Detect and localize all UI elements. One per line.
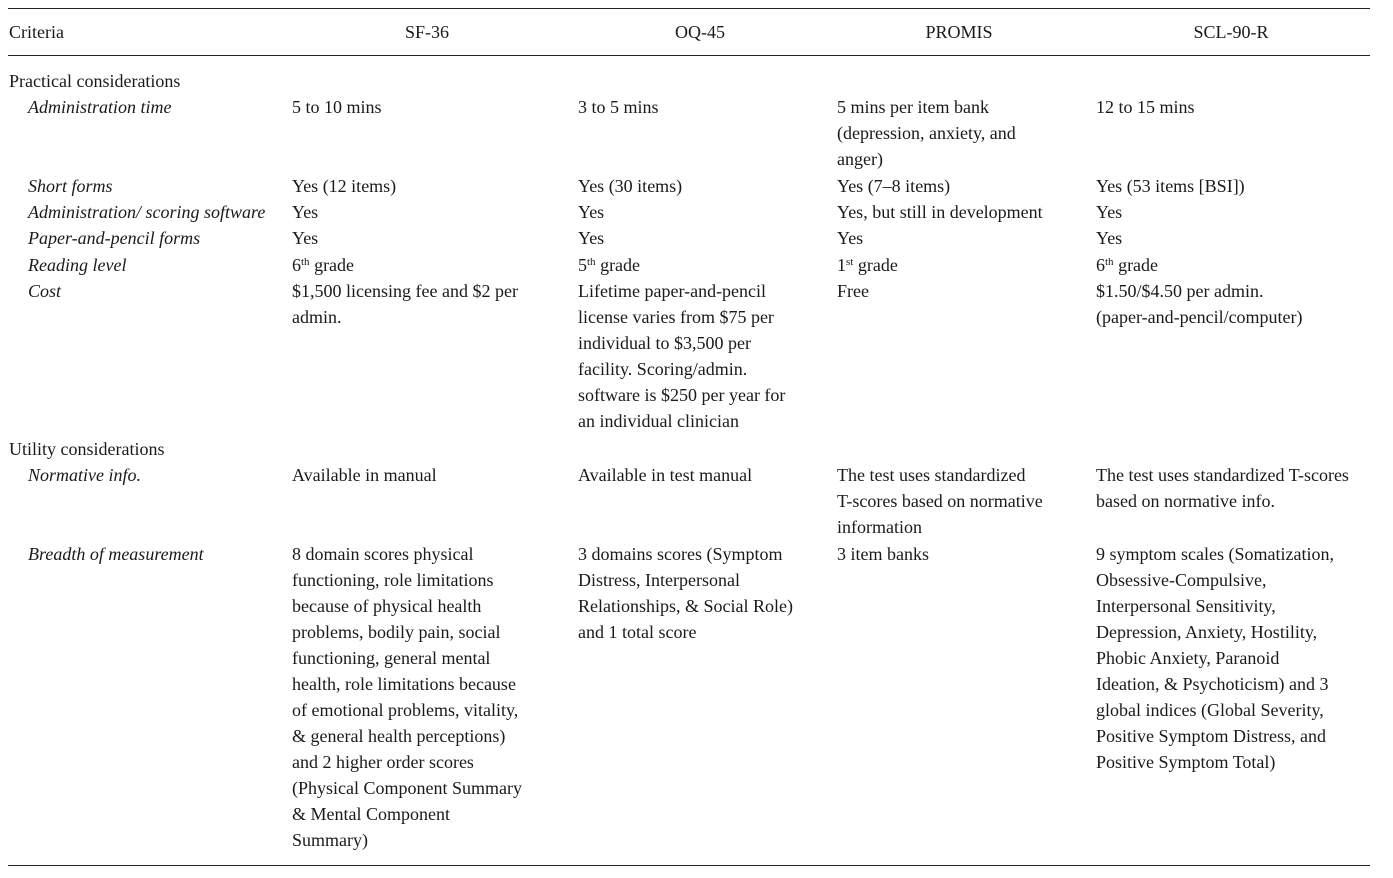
section-utility: Utility considerations xyxy=(9,439,165,459)
cell-scl90-admin-time: 12 to 15 mins xyxy=(1096,97,1195,117)
cell-scl90-reading-level: 6th grade xyxy=(1096,255,1159,275)
row-label-software: Administration/ scoring software xyxy=(28,202,266,222)
header-rule xyxy=(8,55,1370,56)
row-label-reading-level: Reading level xyxy=(28,255,127,275)
cell-promis-software: Yes, but still in development xyxy=(837,202,1043,222)
cell-promis-short-forms: Yes (7–8 items) xyxy=(837,176,951,196)
cell-sf36-admin-time: 5 to 10 mins xyxy=(292,97,382,117)
section-practical: Practical considerations xyxy=(9,71,181,91)
header-oq45: OQ-45 xyxy=(675,22,725,42)
cell-oq45-short-forms: Yes (30 items) xyxy=(578,176,683,196)
cell-promis-paper-forms: Yes xyxy=(837,228,864,248)
cell-sf36-short-forms: Yes (12 items) xyxy=(292,176,397,196)
cell-oq45-normative: Available in test manual xyxy=(578,465,753,485)
cell-oq45-admin-time: 3 to 5 mins xyxy=(578,97,659,117)
row-label-normative: Normative info. xyxy=(28,465,141,485)
cell-sf36-normative: Available in manual xyxy=(292,465,437,485)
header-promis: PROMIS xyxy=(925,22,993,42)
cell-scl90-cost: $1.50/$4.50 per admin. (paper-and-pencil/computer) xyxy=(1096,281,1303,327)
header-sf36: SF-36 xyxy=(404,22,450,42)
bottom-rule xyxy=(8,865,1370,866)
cell-promis-breadth: 3 item banks xyxy=(837,544,929,564)
cell-scl90-paper-forms: Yes xyxy=(1096,228,1123,248)
cell-sf36-breadth: 8 domain scores physical functioning, role limitations because of physical health problems, bodily pain, social functioning, general mental health, role limitations because of emotional problems, vitality, & general health perceptions) and 2 higher order scores (Physical Component Summary & Mental Component Summary) xyxy=(292,544,522,850)
cell-oq45-software: Yes xyxy=(578,202,605,222)
row-label-cost: Cost xyxy=(28,281,62,301)
top-rule xyxy=(8,8,1370,9)
cell-sf36-reading-level: 6th grade xyxy=(292,255,355,275)
row-label-paper-forms: Paper-and-pencil forms xyxy=(28,228,201,248)
row-label-admin-time: Administration time xyxy=(28,97,172,117)
cell-scl90-software: Yes xyxy=(1096,202,1123,222)
cell-promis-cost: Free xyxy=(837,281,869,301)
cell-oq45-breadth: 3 domains scores (Symptom Distress, Interpersonal Relationships, & Social Role) and 1 total score xyxy=(578,544,793,642)
cell-scl90-short-forms: Yes (53 items [BSI]) xyxy=(1096,176,1245,196)
cell-scl90-normative: The test uses standardized T-scores based on normative info. xyxy=(1096,465,1349,511)
cell-sf36-cost: $1,500 licensing fee and $2 per admin. xyxy=(292,281,518,327)
header-criteria: Criteria xyxy=(9,22,64,42)
cell-sf36-software: Yes xyxy=(292,202,319,222)
row-label-breadth: Breadth of measurement xyxy=(28,544,204,564)
cell-promis-reading-level: 1st grade xyxy=(837,255,898,275)
cell-promis-admin-time: 5 mins per item bank (depression, anxiety, and anger) xyxy=(837,97,1016,169)
header-scl90: SCL-90-R xyxy=(1193,22,1269,42)
cell-oq45-cost: Lifetime paper-and-pencil license varies from $75 per individual to $3,500 per facility. Scoring/admin. software is $250 per year for an individual clinician xyxy=(578,281,786,431)
cell-sf36-paper-forms: Yes xyxy=(292,228,319,248)
cell-scl90-breadth: 9 symptom scales (Somatization, Obsessive-Compulsive, Interpersonal Sensitivity, Depression, Anxiety, Hostility, Phobic Anxiety, Paranoid Ideation, & Psychoticism) and 3 global indices (Global Severity, Positive Symptom Distress, and Positive Symptom Total) xyxy=(1096,544,1334,772)
cell-promis-normative: The test uses standardized T-scores based on normative information xyxy=(837,465,1043,537)
cell-oq45-paper-forms: Yes xyxy=(578,228,605,248)
cell-oq45-reading-level: 5th grade xyxy=(578,255,641,275)
row-label-short-forms: Short forms xyxy=(28,176,113,196)
